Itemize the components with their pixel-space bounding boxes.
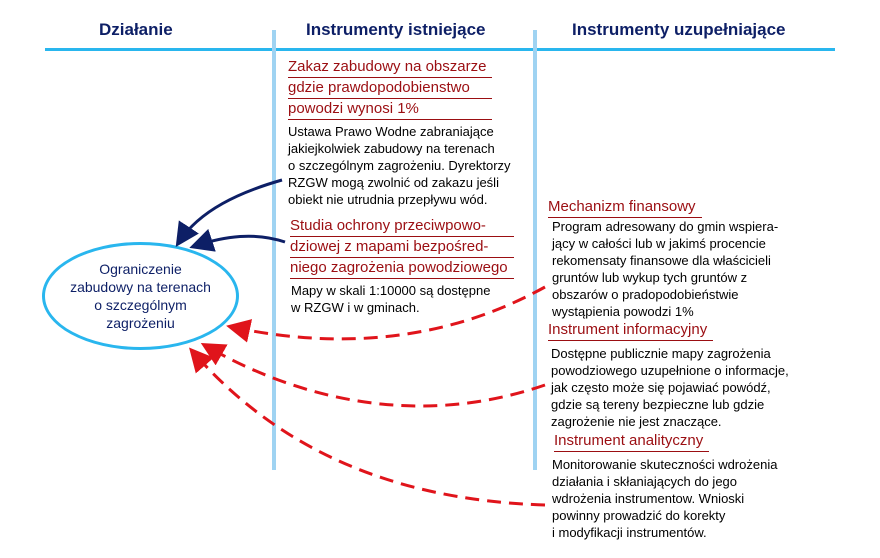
existing-1-body-line: obiekt nie utrudnia przepływu wód.	[288, 192, 488, 207]
supplementary-1-body-line: Program adresowany do gmin wspiera-	[552, 219, 779, 234]
central-node-line: o szczególnym	[94, 297, 187, 313]
central-node-line: zagrożeniu	[106, 315, 175, 331]
supplementary-2-body-line: gdzie są tereny bezpieczne lub gdzie	[551, 397, 765, 412]
supplementary-3-body-line: i modyfikacji instrumentów.	[552, 525, 707, 540]
supplementary-3-body-line: Monitorowanie skuteczności wdrożenia	[552, 457, 778, 472]
existing-1-body-line: Ustawa Prawo Wodne zabraniające	[288, 124, 494, 139]
arrow-informacyjny-to-node	[206, 346, 545, 406]
supplementary-2-body-line: powodziowego uzupełnione o informacje,	[551, 363, 789, 378]
supplementary-3-body-line: powinny prowadzić do korekty	[552, 508, 726, 523]
existing-2-body-line: Mapy w skali 1:10000 są dostępne	[291, 283, 491, 298]
existing-2-body-line: w RZGW i w gminach.	[291, 300, 420, 315]
supplementary-1-body-line: jący w całości lub w jakimś procencie	[552, 236, 766, 251]
supplementary-3-body-line: działania i skłaniających do jego	[552, 474, 738, 489]
existing-1-body-line: RZGW mogą zwolnić od zakazu jeśli	[288, 175, 499, 190]
supplementary-1-body-line: gruntów lub wykup tych gruntów z	[552, 270, 748, 285]
arrow-analityczny-to-node	[193, 352, 545, 505]
existing-2-title-line: Studia ochrony przeciwpowo-	[290, 216, 514, 237]
supplementary-2-title-text: Instrument informacyjny	[548, 320, 713, 341]
central-node-line: zabudowy na terenach	[70, 279, 211, 295]
header-dzialanie: Działanie	[99, 20, 173, 39]
header-instrumenty-uzupelniajace: Instrumenty uzupełniające	[572, 20, 786, 39]
header-instrumenty-istniejace: Instrumenty istniejące	[306, 20, 486, 39]
existing-1-body-line: jakiejkolwiek zabudowy na terenach	[288, 141, 495, 156]
existing-1-title-line: Zakaz zabudowy na obszarze	[288, 57, 492, 78]
existing-1-title-line: powodzi wynosi 1%	[288, 99, 492, 120]
supplementary-3-title-text: Instrument analityczny	[554, 431, 709, 452]
supplementary-2-body-line: zagrożenie nie jest znaczące.	[551, 414, 722, 429]
arrow-mechanizm-to-node	[232, 287, 545, 339]
supplementary-1-title-text: Mechanizm finansowy	[548, 197, 702, 218]
supplementary-1-body-line: wystąpienia powodzi 1%	[552, 304, 694, 319]
existing-2-title-line: niego zagrożenia powodziowego	[290, 258, 514, 279]
arrow-zakaz-to-node	[179, 180, 282, 242]
supplementary-3-body-line: wdrożenia instrumentow. Wnioski	[552, 491, 745, 506]
arrow-studia-to-node	[195, 236, 285, 246]
existing-1-body-line: o szczególnym zagrożeniu. Dyrektorzy	[288, 158, 511, 173]
supplementary-1-body-line: obszarów o pradopodobieństwie	[552, 287, 739, 302]
supplementary-2-body-line: Dostępne publicznie mapy zagrożenia	[551, 346, 771, 361]
existing-1-title-line: gdzie prawdopodobienstwo	[288, 78, 492, 99]
existing-2-title-line: dziowej z mapami bezpośred-	[290, 237, 514, 258]
supplementary-1-body-line: rekomensaty finansowe dla właścicieli	[552, 253, 771, 268]
central-node-line: Ograniczenie	[99, 261, 182, 277]
supplementary-2-body-line: jak często może się pojawiać powódź,	[551, 380, 771, 395]
